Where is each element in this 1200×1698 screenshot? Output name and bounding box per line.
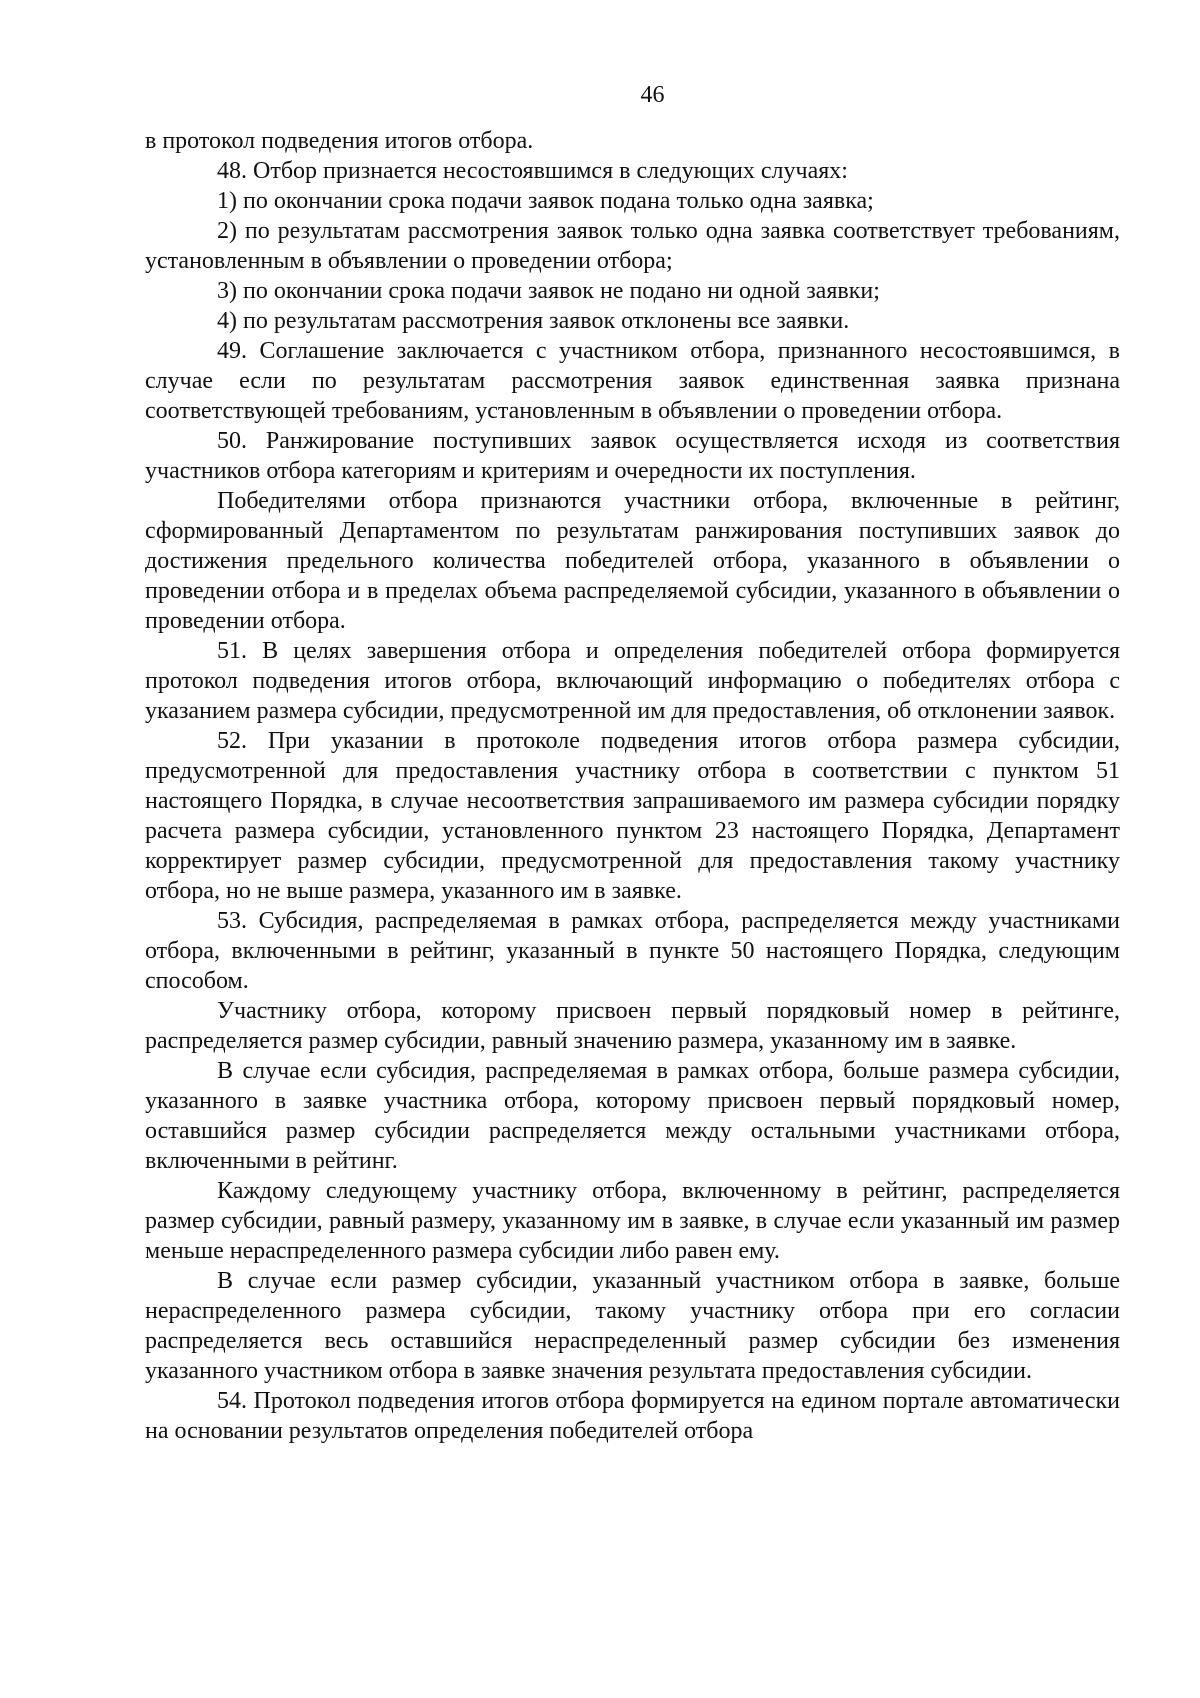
paragraph-48-item-3: 3) по окончании срока подачи заявок не подано ни одной заявки; [217, 278, 880, 304]
paragraph-49: 49. Соглашение заключается с участником отбора, признанного несостоявшимся, в случае если по результатам рассмотрения заявок единственная заявка признана соответствующей требованиям, установленным в объявлении о проведении отбора. [145, 338, 1120, 424]
page-number: 46 [640, 82, 665, 108]
paragraph-continuation: в протокол подведения итогов отбора. [145, 128, 534, 154]
paragraph-53: 53. Субсидия, распределяемая в рамках отбора, распределяется между участниками отбора, включенными в рейтинг, указанный в пункте 50 настоящего Порядка, следующим способом. [145, 908, 1120, 994]
paragraph-53-each-next: Каждому следующему участнику отбора, включенному в рейтинг, распределяется размер субсидии, равный размеру, указанному им в заявке, в случае если указанный им размер меньше нераспределенного размера субсидии либо равен ему. [145, 1178, 1120, 1264]
paragraph-48: 48. Отбор признается несостоявшимся в следующих случаях: [217, 158, 848, 184]
paragraph-53-remaining: В случае если субсидия, распределяемая в рамках отбора, больше размера субсидии, указанного в заявке участника отбора, которому присвоен первый порядковый номер, оставшийся размер субсидии распределяется между остальными участниками отбора, включенными в рейтинг. [145, 1058, 1120, 1174]
paragraph-51: 51. В целях завершения отбора и определения победителей отбора формируется протокол подведения итогов отбора, включающий информацию о победителях отбора с указанием размера субсидии, предусмотренной им для предоставления, об отклонении заявок. [145, 638, 1120, 724]
paragraph-54: 54. Протокол подведения итогов отбора формируется на едином портале автоматически на основании результатов определения победителей отбора [145, 1388, 1120, 1444]
paragraph-50: 50. Ранжирование поступивших заявок осуществляется исходя из соответствия участников отбора категориям и критериям и очередности их поступления. [145, 428, 1120, 484]
paragraph-50-winners: Победителями отбора признаются участники отбора, включенные в рейтинг, сформированный Департаментом по результатам ранжирования поступивших заявок до достижения предельного количества победителей отбора, указанного в объявлении о проведении отбора и в пределах объема распределяемой субсидии, указанного в объявлении о проведении отбора. [145, 488, 1120, 634]
paragraph-48-item-2: 2) по результатам рассмотрения заявок только одна заявка соответствует требованиям, установленным в объявлении о проведении отбора; [145, 218, 1120, 274]
paragraph-48-item-1: 1) по окончании срока подачи заявок подана только одна заявка; [217, 188, 874, 214]
paragraph-52: 52. При указании в протоколе подведения итогов отбора размера субсидии, предусмотренной для предоставления участнику отбора в соответствии с пунктом 51 настоящего Порядка, в случае несоответствия запрашиваемого им размера субсидии порядку расчета размера субсидии, установленного пунктом 23 настоящего Порядка, Департамент корректирует размер субсидии, предусмотренной для предоставления такому участнику отбора, но не выше размера, указанного им в заявке. [145, 728, 1120, 904]
paragraph-53-exceeds: В случае если размер субсидии, указанный участником отбора в заявке, больше нераспределенного размера субсидии, такому участнику отбора при его согласии распределяется весь оставшийся нераспределенный размер субсидии без изменения указанного участником отбора в заявке значения результата предоставления субсидии. [145, 1268, 1120, 1384]
paragraph-48-item-4: 4) по результатам рассмотрения заявок отклонены все заявки. [217, 308, 850, 334]
paragraph-53-first-participant: Участнику отбора, которому присвоен первый порядковый номер в рейтинге, распределяется размер субсидии, равный значению размера, указанному им в заявке. [145, 998, 1120, 1054]
